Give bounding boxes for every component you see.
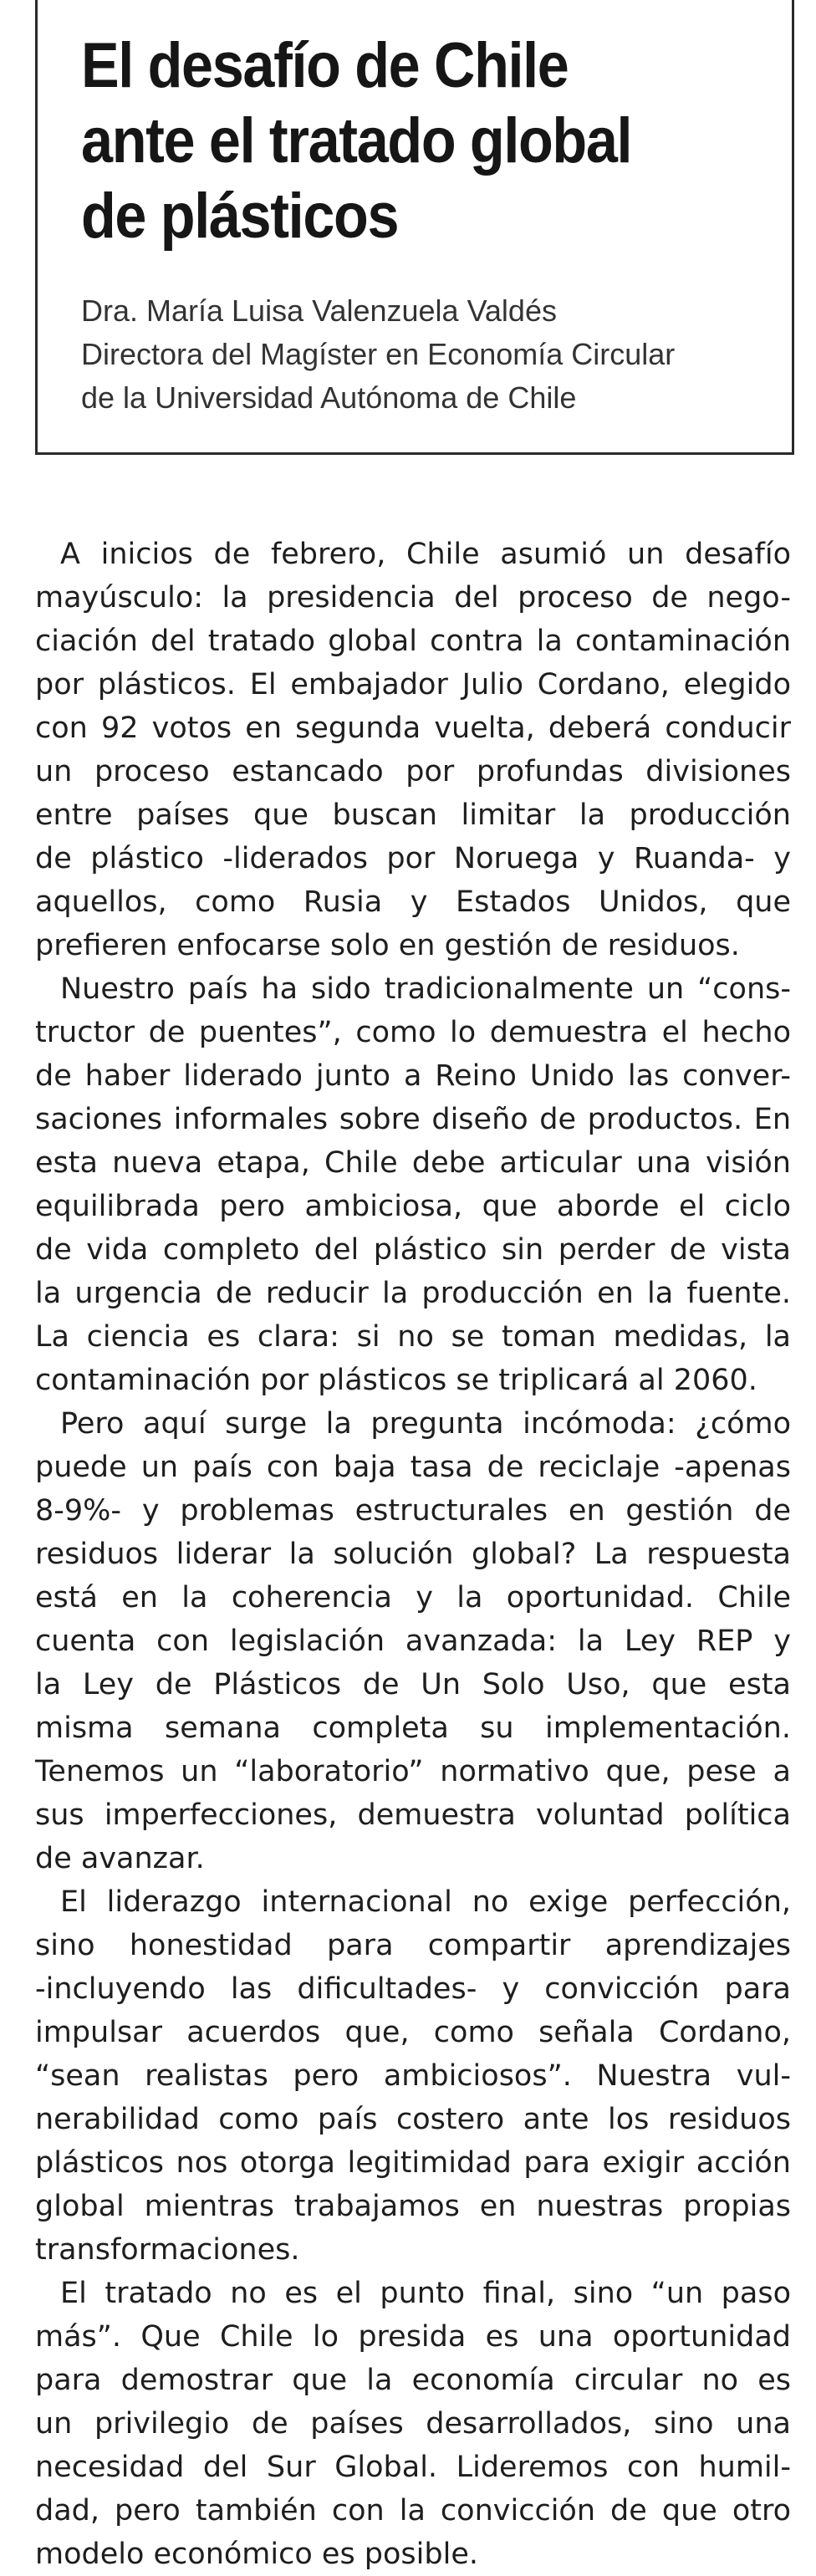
paragraph-line: de plástico -liderados por Noruega y Ruanda- y bbox=[35, 842, 791, 875]
paragraph-line: de haber liderado junto a Reino Unido las conver- bbox=[35, 1059, 791, 1093]
headline-line: ante el tratado global bbox=[81, 105, 632, 176]
paragraph-line: saciones informales sobre diseño de productos. En bbox=[35, 1103, 791, 1136]
paragraph-line: más”. Que Chile lo presida es una oportunidad bbox=[35, 2320, 791, 2354]
paragraph-line: modelo económico es posible. bbox=[35, 2538, 478, 2571]
paragraph-line: residuos liderar la solución global? La respuesta bbox=[35, 1538, 791, 1571]
article-headline bbox=[81, 28, 743, 254]
paragraph-line: contaminación por plásticos se triplicará al 2060. bbox=[35, 1364, 757, 1397]
paragraph-line: transformaciones. bbox=[35, 2233, 300, 2267]
paragraph-line: por plásticos. El embajador Julio Cordano, elegido bbox=[35, 668, 791, 701]
paragraph-line: prefieren enfocarse solo en gestión de residuos. bbox=[35, 929, 740, 962]
headline-line: El desafío de Chile bbox=[81, 30, 569, 101]
paragraph-line: la Ley de Plásticos de Un Solo Uso, que esta bbox=[35, 1668, 791, 1701]
paragraph-line: impulsar acuerdos que, como señala Cordano, bbox=[35, 2016, 791, 2049]
article-paragraph bbox=[35, 1880, 791, 2272]
paragraph-line: El liderazgo internacional no exige perfección, bbox=[60, 1885, 791, 1919]
article-paragraph bbox=[35, 533, 791, 967]
paragraph-line: esta nueva etapa, Chile debe articular una visión bbox=[35, 1146, 791, 1180]
paragraph-line: Nuestro país ha sido tradicionalmente un “cons- bbox=[60, 972, 791, 1006]
paragraph-line: está en la coherencia y la oportunidad. Chile bbox=[35, 1581, 791, 1614]
paragraph-line: un proceso estancado por profundas divisiones bbox=[35, 755, 791, 788]
paragraph-line: global mientras trabajamos en nuestras propias bbox=[35, 2190, 791, 2223]
article-body bbox=[35, 533, 791, 2576]
article-paragraph bbox=[35, 1402, 791, 1880]
paragraph-line: 8-9%- y problemas estructurales en gestión de bbox=[35, 1494, 791, 1528]
paragraph-line: ciación del tratado global contra la contaminación bbox=[35, 625, 791, 658]
paragraph-line: sino honestidad para compartir aprendizajes bbox=[35, 1929, 791, 1962]
paragraph-line: nerabilidad como país costero ante los residuos bbox=[35, 2103, 791, 2136]
headline-line: de plásticos bbox=[81, 181, 399, 252]
paragraph-line: necesidad del Sur Global. Lideremos con humil- bbox=[35, 2451, 791, 2484]
paragraph-line: dad, pero también con la convicción de que otro bbox=[35, 2494, 791, 2528]
article-paragraph bbox=[35, 967, 791, 1402]
paragraph-line: la urgencia de reducir la producción en la fuente. bbox=[35, 1277, 791, 1310]
article-header-box bbox=[35, 0, 794, 455]
paragraph-line: equilibrada pero ambiciosa, que aborde el ciclo bbox=[35, 1190, 791, 1223]
paragraph-line: La ciencia es clara: si no se toman medidas, la bbox=[35, 1320, 791, 1354]
paragraph-line: “sean realistas pero ambiciosos”. Nuestra vul- bbox=[35, 2059, 791, 2093]
paragraph-line: un privilegio de países desarrollados, sino una bbox=[35, 2407, 791, 2441]
paragraph-line: Tenemos un “laboratorio” normativo que, pese a bbox=[35, 1755, 791, 1788]
paragraph-line: tructor de puentes”, como lo demuestra el hecho bbox=[35, 1016, 791, 1049]
paragraph-line: para demostrar que la economía circular no es bbox=[35, 2364, 791, 2397]
author-byline bbox=[81, 289, 675, 420]
paragraph-line: aquellos, como Rusia y Estados Unidos, que bbox=[35, 885, 791, 919]
paragraph-line: con 92 votos en segunda vuelta, deberá conducir bbox=[35, 712, 791, 745]
paragraph-line: de vida completo del plástico sin perder de vista bbox=[35, 1233, 791, 1267]
paragraph-line: de avanzar. bbox=[35, 1842, 205, 1875]
paragraph-line: cuenta con legislación avanzada: la Ley REP y bbox=[35, 1625, 791, 1658]
paragraph-line: misma semana completa su implementación. bbox=[35, 1711, 791, 1745]
article-paragraph bbox=[35, 2272, 791, 2576]
author-institution: de la Universidad Autónoma de Chile bbox=[81, 380, 577, 415]
paragraph-line: puede un país con baja tasa de reciclaje -apenas bbox=[35, 1451, 791, 1484]
paragraph-line: -incluyendo las dificultades- y convicción para bbox=[35, 1972, 791, 2006]
paragraph-line: plásticos nos otorga legitimidad para exigir acción bbox=[35, 2146, 791, 2180]
paragraph-line: A inicios de febrero, Chile asumió un desafío bbox=[60, 538, 791, 571]
author-role: Directora del Magíster en Economía Circular bbox=[81, 337, 676, 371]
paragraph-line: Pero aquí surge la pregunta incómoda: ¿cómo bbox=[60, 1407, 791, 1441]
paragraph-line: El tratado no es el punto final, sino “un paso bbox=[60, 2277, 791, 2310]
author-name: Dra. María Luisa Valenzuela Valdés bbox=[81, 293, 557, 328]
paragraph-line: sus imperfecciones, demuestra voluntad política bbox=[35, 1798, 791, 1832]
paragraph-line: entre países que buscan limitar la producción bbox=[35, 798, 791, 832]
paragraph-line: mayúsculo: la presidencia del proceso de nego- bbox=[35, 581, 791, 615]
